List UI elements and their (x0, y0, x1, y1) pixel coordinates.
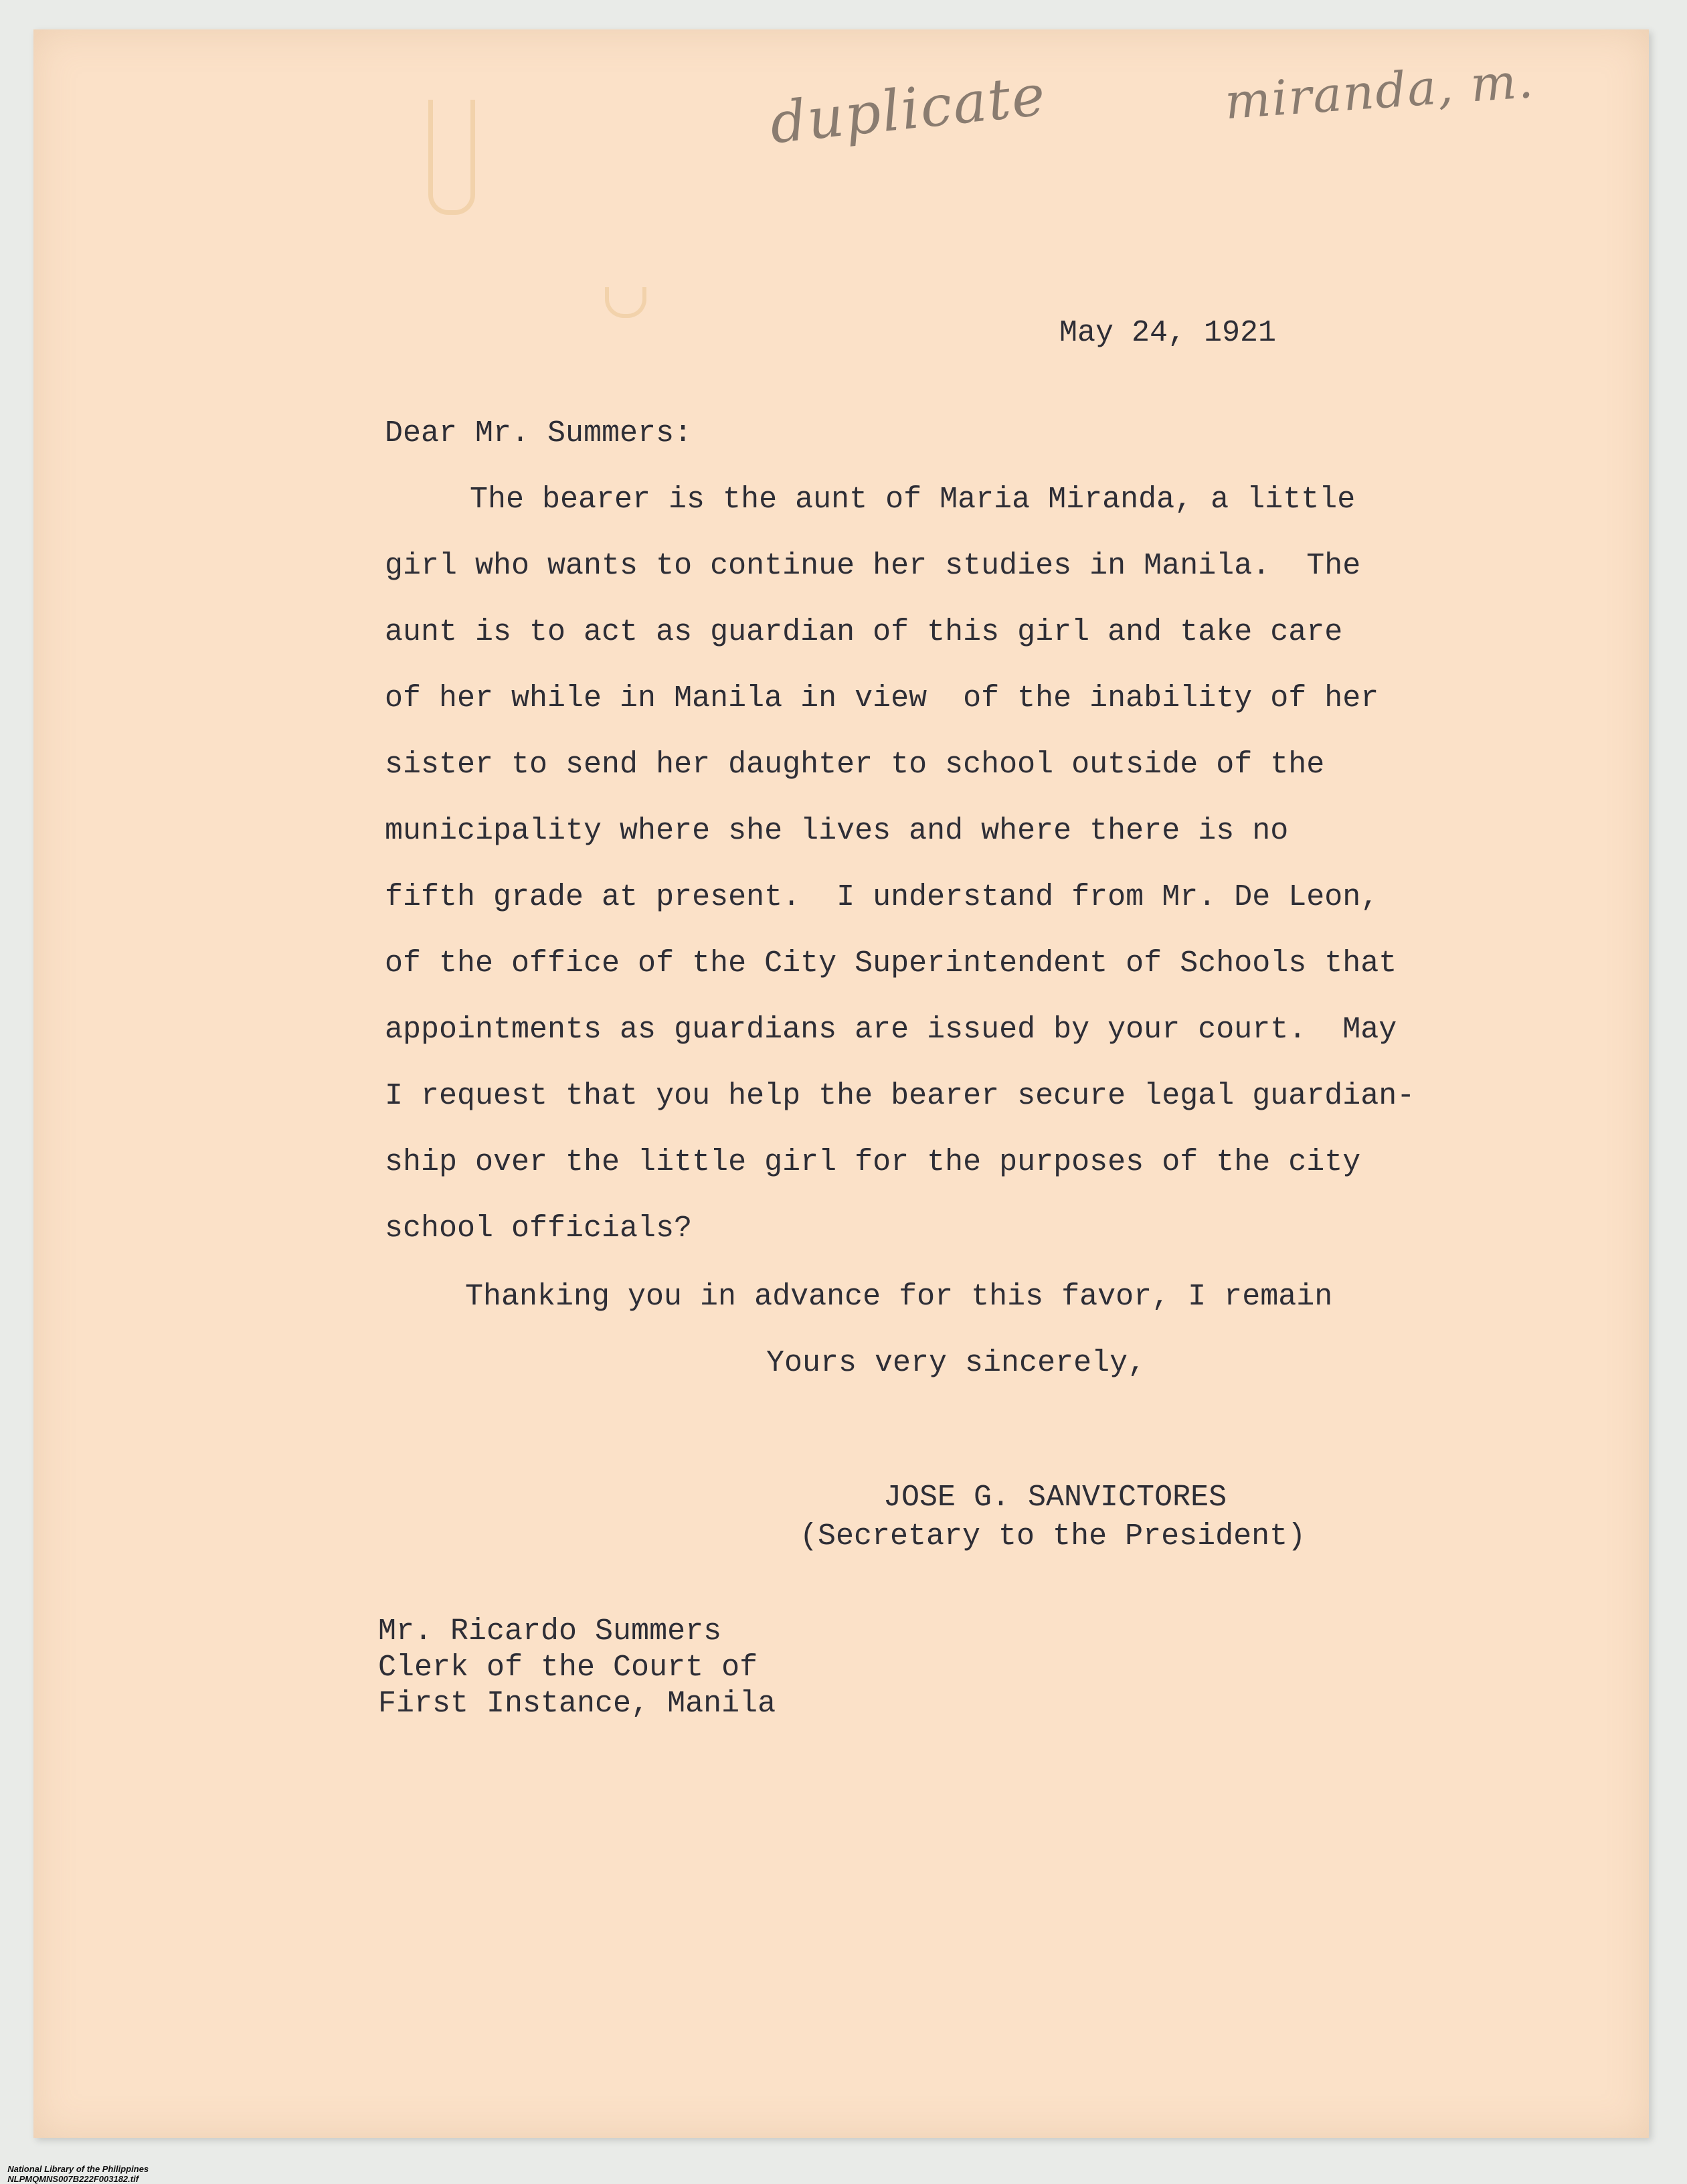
signer-name: JOSE G. SANVICTORES (883, 1481, 1227, 1515)
letter-page (33, 29, 1649, 2138)
body-line: municipality where she lives and where there is no (385, 814, 1289, 848)
signer-title: (Secretary to the President) (800, 1519, 1306, 1553)
body-line: aunt is to act as guardian of this girl and take care (385, 615, 1343, 649)
body-line: school officials? (385, 1211, 693, 1246)
body-line: fifth grade at present. I understand from Mr. De Leon, (385, 880, 1379, 914)
closing-line: Thanking you in advance for this favor, I remain (465, 1280, 1333, 1314)
paperclip-stain-icon (428, 100, 475, 215)
handwritten-duplicate-note: duplicate (767, 62, 1049, 157)
addressee-line: Mr. Ricardo Summers (378, 1614, 722, 1649)
footer-institution: National Library of the Philippines (7, 2164, 149, 2174)
body-line: of the office of the City Superintendent of Schools that (385, 946, 1397, 981)
complimentary-close: Yours very sincerely, (766, 1346, 1146, 1380)
handwritten-name-note: miranda, m. (1223, 52, 1536, 131)
archive-footer (3, 2154, 161, 2184)
salutation: Dear Mr. Summers: (385, 416, 693, 450)
footer-file-name: NLPMQMNS007B222F003182.tif (7, 2174, 139, 2184)
body-line: ship over the little girl for the purposes of the city (385, 1145, 1361, 1179)
body-line: I request that you help the bearer secure legal guardian- (385, 1079, 1415, 1113)
body-line: girl who wants to continue her studies in Manila. The (385, 549, 1361, 583)
body-line: appointments as guardians are issued by your court. May (385, 1013, 1397, 1047)
addressee-line: Clerk of the Court of (378, 1651, 758, 1685)
paperclip-stain-icon (605, 287, 646, 318)
body-line: The bearer is the aunt of Maria Miranda, a little (470, 483, 1356, 517)
body-line: of her while in Manila in view of the inability of her (385, 681, 1379, 716)
body-line: sister to send her daughter to school outside of the (385, 748, 1325, 782)
addressee-line: First Instance, Manila (378, 1687, 776, 1721)
letter-date: May 24, 1921 (1059, 316, 1277, 350)
